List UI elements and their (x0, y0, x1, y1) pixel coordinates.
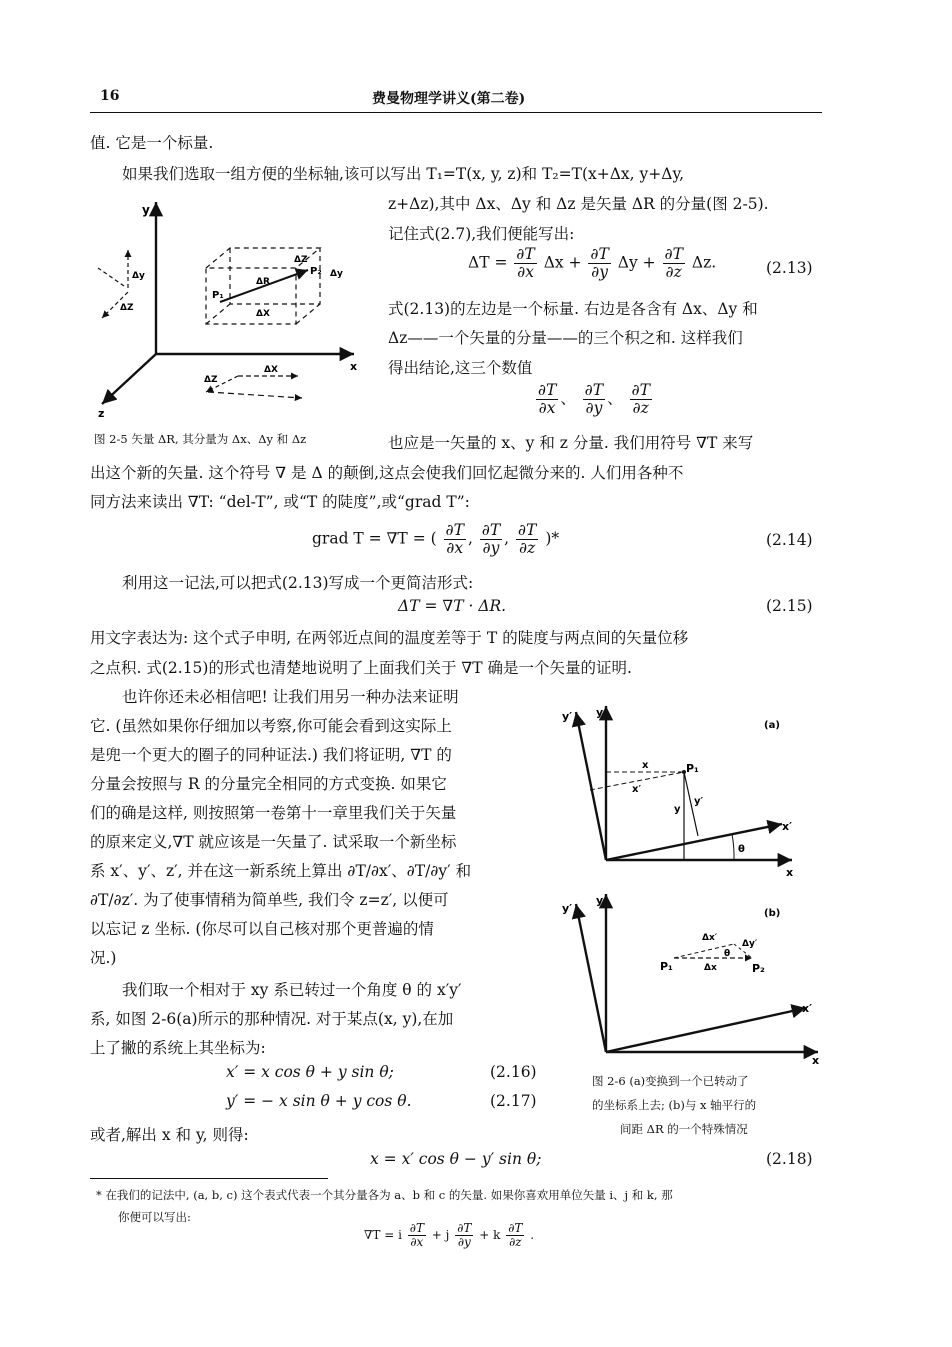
paragraph-line: 我们取一个相对于 xy 系已转过一个角度 θ 的 x′y′ (122, 981, 462, 999)
fraction (408, 1222, 426, 1249)
eq-part: grad T = ∇T = ( (312, 529, 437, 548)
fraction (630, 382, 652, 417)
equation-number: (2.16) (490, 1063, 537, 1081)
label-theta: θ (738, 844, 745, 855)
label-p1: P₁ (660, 960, 673, 973)
fraction (455, 1222, 473, 1249)
paragraph-line: 是兜一个更大的圈子的同种证法.) 我们将证明, ∇T 的 (90, 746, 452, 764)
fraction (444, 522, 466, 557)
numerator: ∂T (664, 245, 683, 263)
paragraph-line: 也许你还未必相信吧! 让我们用另一种办法来证明 (122, 688, 459, 706)
denominator: ∂y (585, 399, 603, 417)
figure-2-6-caption-2: 的坐标系上去; (b)与 x 轴平行的 (592, 1098, 757, 1112)
paragraph-line: 们的确是这样, 则按照第一卷第十一章里我们关于矢量 (90, 804, 457, 822)
fraction (516, 522, 538, 557)
fraction (583, 382, 605, 417)
label-b: (b) (764, 908, 781, 919)
denominator: ∂y (591, 263, 609, 281)
axis-label-y: y (142, 203, 150, 217)
eq-part: ΔT = (468, 253, 508, 272)
dr-bottom (208, 392, 302, 398)
paragraph-line: 如果我们选取一组方便的坐标轴,该可以写出 T₁=T(x, y, z)和 T₂=T(x+Δx, y+Δy, (122, 165, 685, 183)
label-theta: θ (724, 949, 731, 959)
x-prime-axis (606, 824, 782, 860)
label-delta-z-bottom: ΔZ (204, 375, 218, 385)
label-dx: Δx (704, 963, 717, 973)
running-title: 费曼物理学讲义(第二卷) (372, 91, 526, 107)
equation-2-14: grad T = ∇T = ( $\frac{\partial T}{\partial x}$ , $\frac{\partial T}{\partial y}$ , $\frac{\partial T}{\partial z}$ )* (312, 521, 560, 557)
equation-number: (2.14) (766, 531, 813, 549)
paragraph-line: 也应是一矢量的 x、y 和 z 分量. 我们用符号 ∇T 来写 (388, 434, 754, 452)
z-axis (102, 354, 156, 404)
numerator: ∂T (631, 381, 650, 399)
axis-label-x: x (812, 1054, 820, 1067)
partials-list: $\frac{\partial T}{\partial x}$ 、 $\frac{\partial T}{\partial y}$ 、 $\frac{\partial T}{\partial z}$ (538, 381, 650, 417)
equation-number: (2.17) (490, 1092, 537, 1110)
label-xp: x′ (632, 784, 642, 795)
equation-2-15: ΔT = ∇T · ΔR. (398, 597, 507, 615)
label-p1: P₁ (212, 290, 224, 301)
label-x: x (642, 760, 649, 771)
theta-arc (732, 834, 734, 860)
equation-2-16: x′ = x cos θ + y sin θ; (226, 1063, 394, 1081)
equation-number: (2.13) (766, 259, 813, 277)
paragraph-line: 系, 如图 2-6(a)所示的那种情况. 对于某点(x, y),在加 (90, 1010, 454, 1028)
numerator: ∂T (518, 521, 537, 539)
equation-2-13 (468, 246, 716, 281)
paragraph-line: 分量会按照与 R 的分量完全相同的方式变换. 如果它 (90, 775, 447, 793)
figure-2-6a (556, 700, 828, 880)
denominator: ∂y (457, 1235, 471, 1249)
fraction (480, 522, 502, 557)
eq-part: Δy + (617, 253, 656, 272)
eq-part: Δz. (691, 253, 717, 272)
paragraph-line: 的原来定义,∇T 就应该是一矢量了. 试采取一个新坐标 (90, 833, 457, 851)
figure-2-5-caption: 图 2-5 矢量 ΔR, 其分量为 Δx、Δy 和 Δz (94, 432, 307, 446)
footnote-line: * 在我们的记法中, (a, b, c) 这个表式代表一个其分量各为 a、b 和 c 的矢量. 如果你喜欢用单位矢量 i、j 和 k, 那 (96, 1188, 673, 1202)
numerator: ∂T (481, 521, 501, 539)
paragraph-line: 用文字表达为: 这个式子申明, 在两邻近点间的温度差等于 T 的陡度与两点间的矢量位移 (90, 629, 689, 647)
y-prime-axis (576, 904, 606, 1052)
fraction (506, 1222, 524, 1249)
eq-part: + k (479, 1228, 501, 1242)
axis-label-x-prime: x′ (782, 820, 792, 833)
label-delta-y: Δy (132, 271, 145, 281)
numerator: ∂T (457, 1221, 472, 1235)
fraction (514, 246, 536, 281)
paragraph-line: 出这个新的矢量. 这个符号 ∇ 是 Δ 的颠倒,这点会使我们回忆起微分来的. 人们用各种不 (90, 464, 684, 482)
page-number: 16 (100, 88, 120, 104)
paragraph-line: 利用这一记法,可以把式(2.13)写成一个更简洁形式: (122, 574, 474, 592)
footnote-formula (364, 1222, 534, 1249)
fraction (588, 246, 610, 281)
paragraph-line: 之点积. 式(2.15)的形式也清楚地说明了上面我们关于 ∇T 确是一个矢量的证明. (90, 659, 632, 677)
denominator: ∂z (509, 1235, 522, 1249)
fraction (663, 246, 685, 281)
paragraph-line: 或者,解出 x 和 y, 则得: (90, 1126, 249, 1144)
footnote-rule (90, 1178, 328, 1179)
axis-label-y-prime: y′ (562, 710, 573, 723)
paragraph-line: ∂T/∂z′. 为了使事情稍为简单些, 我们令 z=z′, 以便可 (90, 891, 449, 909)
label-p1: P₁ (686, 762, 699, 775)
denominator: ∂x (410, 1235, 424, 1249)
x-prime-axis (606, 1008, 806, 1052)
denominator: ∂y (482, 539, 500, 557)
axis-label-y: y (596, 706, 604, 719)
equation-number: (2.18) (766, 1150, 813, 1168)
numerator: ∂T (445, 521, 464, 539)
denominator: ∂z (519, 539, 536, 557)
label-delta-x: ΔX (264, 365, 278, 375)
axis-label-x: x (350, 360, 358, 373)
axis-label-x-prime: x′ (802, 1002, 812, 1015)
label-p2: P₂ (310, 266, 322, 277)
label-delta-r: ΔR (256, 277, 270, 287)
label-dxp: Δx′ (702, 933, 718, 943)
paragraph-line: 以忘记 z 坐标. (你尽可以自己核对那个更普遍的情 (90, 920, 434, 938)
label-y: y (674, 804, 681, 815)
denominator: ∂x (446, 539, 464, 557)
denominator: ∂x (538, 399, 556, 417)
figure-2-5 (88, 192, 378, 424)
label-yp: y′ (694, 796, 704, 807)
numerator: ∂T (590, 245, 609, 263)
fraction (536, 382, 558, 417)
paragraph-line: 系 x′、y′、z′, 并在这一新系统上算出 ∂T/∂x′、∂T/∂y′ 和 (90, 862, 472, 880)
eq-part: + j (431, 1228, 450, 1242)
label-a: (a) (764, 720, 780, 731)
paragraph-line: z+Δz),其中 Δx、Δy 和 Δz 是矢量 ΔR 的分量(图 2-5). (388, 195, 769, 213)
equation-2-18: x = x′ cos θ − y′ sin θ; (370, 1150, 542, 1168)
denominator: ∂z (632, 399, 649, 417)
denominator: ∂x (517, 263, 534, 281)
dz-component-2 (98, 268, 124, 286)
label-delta-z: ΔZ (120, 303, 134, 313)
footnote-line: 你便可以写出: (118, 1210, 191, 1224)
y-prime-axis (576, 712, 606, 860)
header-rule (90, 112, 822, 113)
numerator: ∂T (508, 1221, 523, 1235)
label-dyp: Δy′ (742, 939, 758, 949)
figure-2-6-caption-3: 间距 ΔR 的一个特殊情况 (620, 1122, 748, 1136)
label-p2: P₂ (752, 962, 765, 975)
eq-part: . (530, 1228, 535, 1242)
eq-part: ∇T = i (364, 1228, 402, 1242)
numerator: ∂T (584, 381, 604, 399)
paragraph-line: 况.) (90, 949, 117, 967)
axis-label-z: z (98, 407, 105, 420)
eq-part: Δx + (543, 253, 582, 272)
paragraph-line: 它. (虽然如果你仔细加以考察,你可能会看到这实际上 (90, 717, 452, 735)
axis-label-x: x (786, 866, 794, 879)
axis-label-y: y (596, 894, 604, 907)
equation-number: (2.15) (766, 597, 813, 615)
paragraph-line: 值. 它是一个标量. (90, 134, 214, 152)
axis-label-y-prime: y′ (562, 902, 573, 915)
paragraph-line: Δz——一个矢量的分量——的三个积之和. 这样我们 (388, 329, 743, 347)
figure-2-6b (556, 888, 828, 1067)
eq-part: )* (545, 529, 560, 548)
paragraph-line: 上了撇的系统上其坐标为: (90, 1039, 266, 1057)
paragraph-line: 式(2.13)的左边是一个标量. 右边是各含有 Δx、Δy 和 (388, 300, 758, 318)
label-delta-y-box: Δy (330, 269, 343, 279)
label-delta-z-box: ΔZ (294, 255, 308, 265)
paragraph-line: 记住式(2.7),我们便能写出: (388, 225, 575, 243)
numerator: ∂T (409, 1221, 424, 1235)
figure-2-6-caption-1: 图 2-6 (a)变换到一个已转动了 (592, 1074, 749, 1088)
paragraph-line: 得出结论,这三个数值 (388, 359, 533, 377)
numerator: ∂T (538, 381, 557, 399)
equation-2-17: y′ = − x sin θ + y cos θ. (226, 1092, 412, 1110)
denominator: ∂z (665, 263, 682, 281)
paragraph-line: 同方法来读出 ∇T: “del-T”, 或“T 的陡度”,或“grad T”: (90, 493, 470, 511)
label-delta-x-box: ΔX (256, 309, 270, 319)
numerator: ∂T (516, 245, 535, 263)
